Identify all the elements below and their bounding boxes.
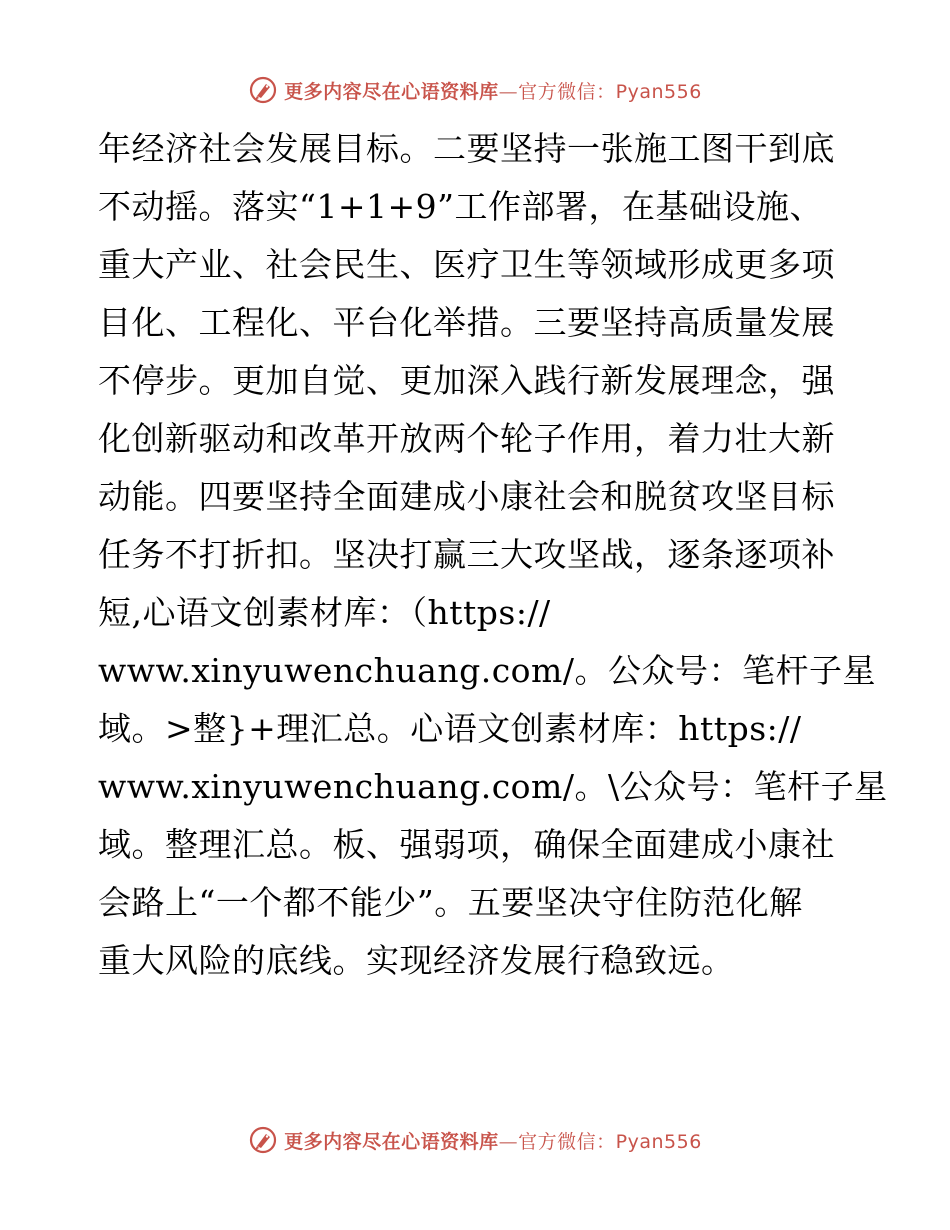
body-line: 重大产业、社会民生、医疗卫生等领域形成更多项 — [98, 245, 835, 284]
body-line: 不动摇。落实“1+1+9”工作部署，在基础设施、 — [98, 187, 824, 226]
banner-dash: — — [498, 1130, 519, 1153]
body-line: 重大风险的底线。实现经济发展行稳致远。 — [98, 941, 735, 980]
footer-banner — [0, 1120, 950, 1160]
body-line: 化创新驱动和改革开放两个轮子作用，着力壮大新 — [98, 419, 835, 458]
body-line: www.xinyuwenchuang.com/。公众号：笔杆子星 — [98, 651, 876, 690]
body-line: 年经济社会发展目标。二要坚持一张施工图干到底 — [98, 129, 835, 168]
body-line: www.xinyuwenchuang.com/。\公众号：笔杆子星 — [98, 767, 888, 806]
pen-nib-circle-icon — [248, 75, 278, 105]
pen-nib-circle-icon — [248, 1125, 278, 1155]
body-line: 域。整理汇总。板、强弱项，确保全面建成小康社 — [98, 825, 835, 864]
banner-dash: — — [498, 80, 519, 103]
banner-main-text: 更多内容尽在心语资料库 — [284, 1130, 499, 1153]
body-line: 任务不打折扣。坚决打赢三大攻坚战，逐条逐项补 — [98, 535, 835, 574]
body-line: 短,心语文创素材库：（https:// — [98, 593, 551, 632]
banner-main-text: 更多内容尽在心语资料库 — [284, 80, 499, 103]
document-body — [98, 120, 888, 990]
banner-contact-text: 官方微信：Pyan556 — [518, 1130, 702, 1153]
body-line: 域。>整}+理汇总。心语文创素材库：https:// — [98, 709, 802, 748]
banner-contact-text: 官方微信：Pyan556 — [518, 80, 702, 103]
body-line: 不停步。更加自觉、更加深入践行新发展理念，强 — [98, 361, 835, 400]
body-line: 动能。四要坚持全面建成小康社会和脱贫攻坚目标 — [98, 477, 835, 516]
body-line: 目化、工程化、平台化举措。三要坚持高质量发展 — [98, 303, 835, 342]
body-line: 会路上“一个都不能少”。五要坚决守住防范化解 — [98, 883, 803, 922]
header-banner — [0, 70, 950, 110]
